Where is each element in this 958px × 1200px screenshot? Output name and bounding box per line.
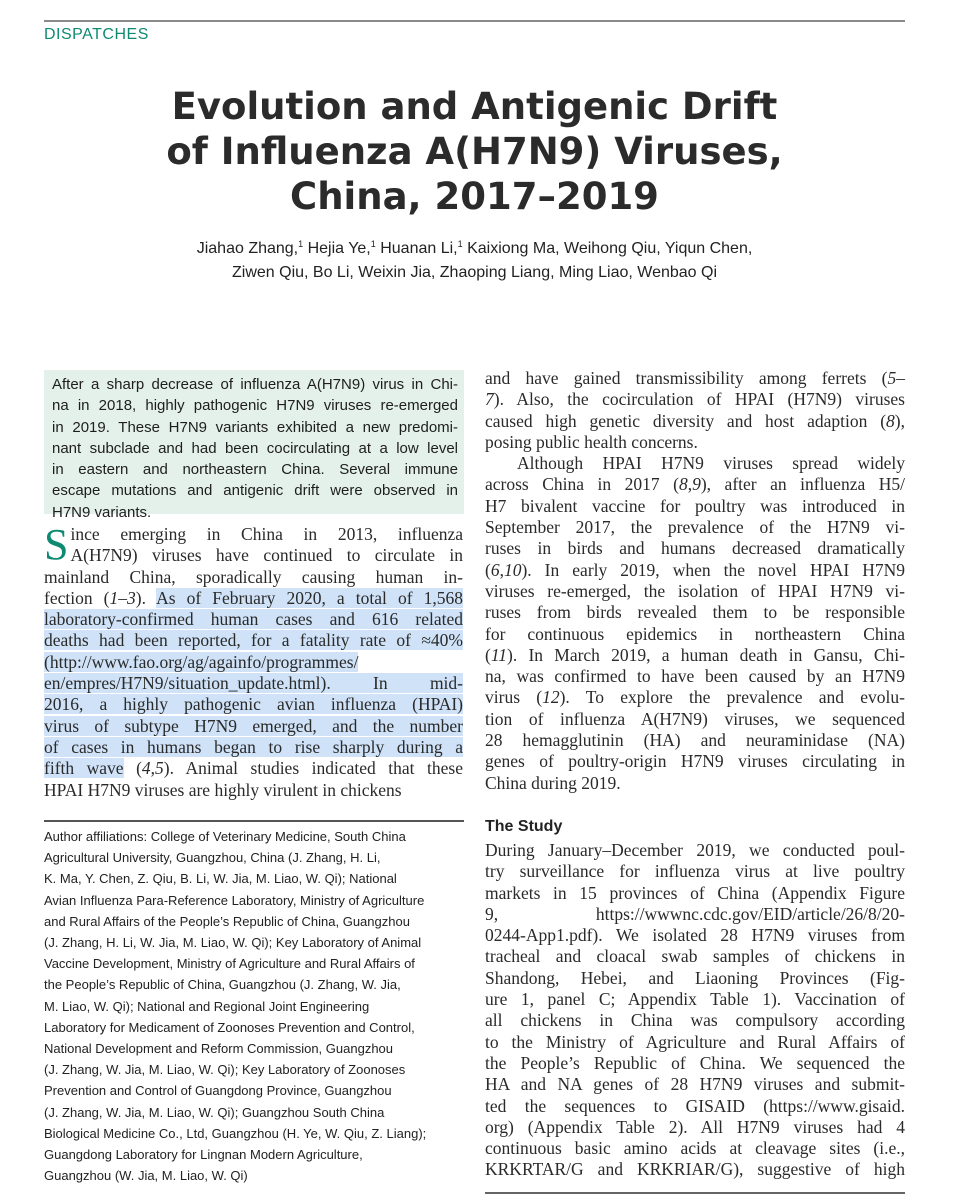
abstract-box bbox=[44, 370, 464, 521]
affiliations-rule bbox=[44, 820, 464, 822]
text-selection[interactable]: (http://www.fao.org/ag/againfo/programmes/ bbox=[44, 651, 359, 672]
drop-cap: S bbox=[44, 520, 69, 569]
abstract-line: H7N9 variants. bbox=[52, 503, 152, 521]
text-selection[interactable]: 2016, a highly pathogenic avian influenza (HPAI) bbox=[44, 694, 463, 715]
text-selection[interactable]: fifth wave bbox=[44, 758, 124, 779]
text-selection[interactable]: As of February 2020, a total of 1,568 bbox=[156, 587, 463, 608]
author-affiliations: Author affiliations: College of Veterinary Medicine, South China Agricultural University, Guangzhou, China (J. Zhang, H. Li, K. Ma, Y. Chen, Z. Qiu, B. Li, W. Jia, M. Liao, W. Qi); National Avian Influenza Para-Reference Laboratory, Ministry of Agriculture and Rural Affairs of the People’s Republic of China, Guangzhou (J. Zhang, H. Li, W. Jia, M. Liao, W. Qi); Key Laboratory of Animal Vaccine Development, Ministry of Agriculture and Rural Affairs of the People’s Republic of China, Guangzhou (J. Zhang, W. Jia, M. Liao, W. Qi); National and Regional Joint Engineering Laboratory for Medicament of Zoonoses Prevention and Control, National Development and Reform Commission, Guangzhou (J. Zhang, W. Jia, M. Liao, W. Qi); Key Laboratory of Zoonoses Prevention and Control of Guangdong Province, Guangzhou (J. Zhang, W. Jia, M. Liao, W. Qi); Guangzhou South China Biological Medicine Co., Ltd, Guangzhou (H. Ye, W. Qiu, Z. Liang); Guangdong Laboratory for Lingnan Modern Agriculture, Guangzhou (W. Jia, M. Liao, W. Qi) bbox=[44, 829, 427, 1184]
text-selection[interactable]: laboratory-confirmed human cases and 616 related bbox=[44, 609, 463, 630]
bottom-rule bbox=[485, 1192, 905, 1194]
abstract-line: in 2019. These H7N9 variants exhibited a new predomi- bbox=[52, 418, 458, 436]
body-column-right: and have gained transmissibility among ferrets (5– 7). Also, the cocirculation of HPAI (H7N9) viruses caused high genetic diversity and host adaption (8), posing public health concerns. Although HPAI H7N9 viruses spread widely across China in 2017 (8,9), after an influenza H5/ H7 bivalent vaccine for poultry was introduced in September 2017, the prevalence of the H7N9 vi- ruses in birds and humans decreased dramatically (6,10). In early 2019, when the novel HPAI H7N9 viruses re-emerged, the isolation of HPAI H7N9 vi- ruses from birds revealed them to be responsible for continuous epidemics in northeastern China (11). In March 2019, a human death in Gansu, Chi- na, was confirmed to have been caused by an H7N9 virus (12). To explore the prevalence and evolu- tion of influenza A(H7N9) viruses, we sequenced 28 hemagglutinin (HA) and neuraminidase (NA) genes of poultry-origin H7N9 viruses circulating in China during 2019. bbox=[485, 368, 905, 793]
top-rule bbox=[44, 20, 905, 22]
article-title bbox=[44, 84, 905, 219]
abstract-line: na in 2018, highly pathogenic H7N9 viruses re-emerged bbox=[52, 397, 458, 415]
title-line: of Influenza A(H7N9) Viruses, bbox=[166, 130, 783, 173]
section-heading-study: The Study bbox=[485, 818, 563, 835]
title-line: Evolution and Antigenic Drift bbox=[171, 85, 778, 128]
text-selection[interactable]: en/empres/H7N9/situation_update.html). In mid- bbox=[44, 673, 463, 694]
study-column: During January–December 2019, we conducted poul- try surveillance for influenza virus at live poultry markets in 15 provinces of China (Appendix Figure 9, https://wwwnc.cdc.gov/EID/article/26/8/20- 0244-App1.pdf). We isolated 28 H7N9 viruses from tracheal and cloacal swab samples of chickens in Shandong, Hebei, and Liaoning Provinces (Fig- ure 1, panel C; Appendix Table 1). Vaccination of all chickens in China was compulsory according to the Ministry of Agriculture and Rural Affairs of the People’s Republic of China. We sequenced the HA and NA genes of 28 H7N9 viruses and submit- ted the sequences to GISAID (https://www.gisaid. org) (Appendix Table 2). All H7N9 viruses had 4 continuous basic amino acids at cleavage sites (i.e., KRKRTAR/G and KRKRIAR/G), suggestive of high bbox=[485, 840, 905, 1180]
author-list: Jiahao Zhang,$^1$ Hejia Ye,$^1$ Huanan Li,$^1$ Kaixiong Ma, Weihong Qiu, Yiqun Chen, Ziwen Qiu, Bo Li, Weixin Jia, Zhaoping Liang, Ming Liao, Wenbao Qi bbox=[196, 239, 753, 281]
text-selection[interactable]: virus of subtype H7N9 emerged, and the number bbox=[44, 715, 463, 736]
abstract-line: nant subclade and had been cocirculating at a low level bbox=[52, 439, 458, 457]
intro-column: S ince emerging in China in 2013, influenza A(H7N9) viruses have continued to circulate in mainland China, sporadically causing human in- fection (1–3). As of February 2020, a total of 1,568 laboratory-confirmed human cases and 616 related deaths had been reported, for a fatality rate of ≈40% (http://www.fao.org/ag/againfo/programmes/ en/empres/H7N9/situation_update.html). In mid- 2016, a highly pathogenic avian influenza (HPAI) virus of subtype H7N9 emerged, and the number of cases in humans began to rise sharply during a fifth wave (4,5). Animal studies indicated that these HPAI H7N9 viruses are highly virulent in chickens bbox=[44, 520, 463, 800]
title-line: China, 2017–2019 bbox=[290, 175, 659, 218]
abstract-line: in eastern and northeastern China. Several immune bbox=[52, 461, 458, 479]
abstract-line: escape mutations and antigenic drift were observed in bbox=[52, 482, 458, 500]
text-selection[interactable]: of cases in humans began to rise sharply during a bbox=[44, 736, 463, 757]
section-label: DISPATCHES bbox=[44, 26, 149, 43]
text-selection[interactable]: deaths had been reported, for a fatality rate of ≈40% bbox=[44, 630, 463, 651]
abstract-line: After a sharp decrease of influenza A(H7N9) virus in Chi- bbox=[52, 376, 458, 393]
